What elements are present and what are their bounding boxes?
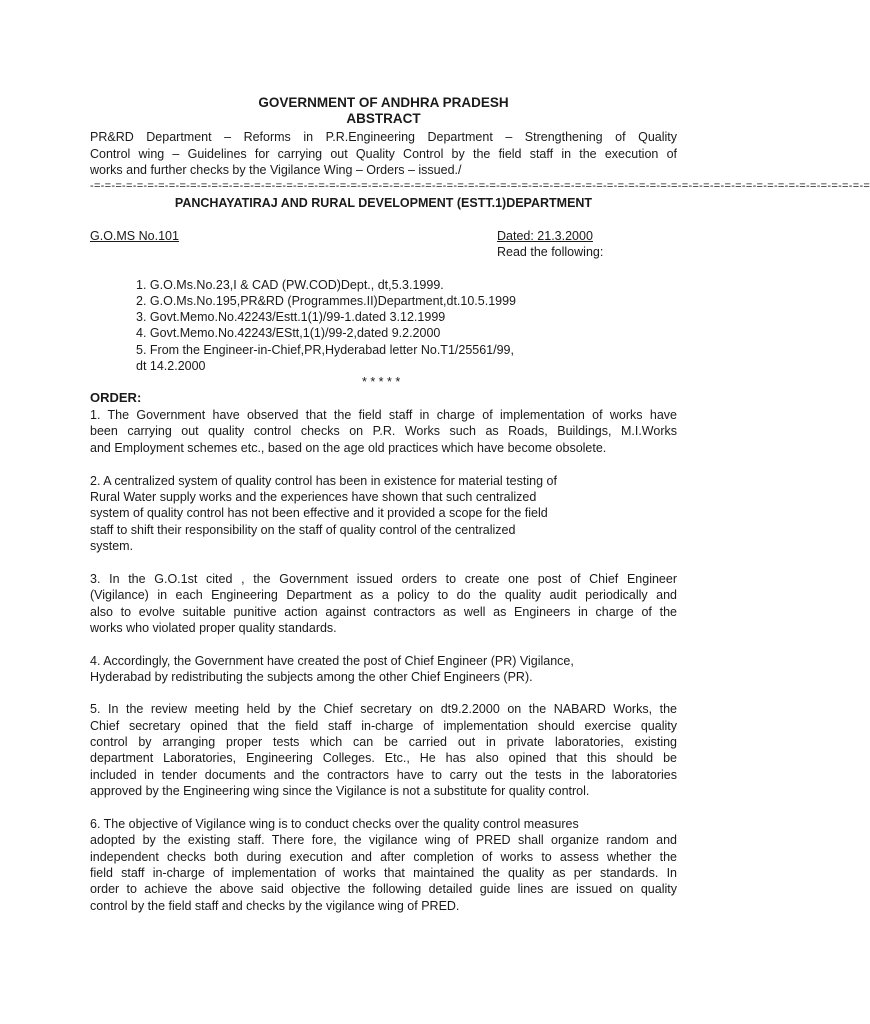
paragraph-line: also to evolve suitable punitive action against contractors as well as Engineers in charge of the	[90, 605, 677, 619]
paragraph-line: Chief secretary opined that the field staff in-charge of implementation should exercise quality	[90, 719, 677, 733]
order-date: Dated: 21.3.2000	[497, 229, 593, 243]
government-title: GOVERNMENT OF ANDHRA PRADESH	[258, 95, 509, 110]
order-heading: ORDER:	[90, 390, 142, 405]
paragraph-line: system of quality control has not been effective and it provided a scope for the field	[90, 506, 548, 520]
separator-stars: * * * * *	[362, 375, 401, 389]
reference-item: dt 14.2.2000	[136, 359, 206, 373]
paragraph-line: included in tender documents and the contractors have to carry out the tests in the laboratories	[90, 768, 677, 782]
paragraph-line: department Laboratories, Engineering Colleges. Etc., He has also opined that this should be	[90, 751, 677, 765]
paragraph-line: been carrying out quality control checks on P.R. Works such as Roads, Buildings, M.I.Works	[90, 424, 677, 438]
paragraph-line: order to achieve the above said objective the following detailed guide lines are issued on quality	[90, 882, 677, 896]
paragraph-line: (Vigilance) in each Engineering Department as a policy to do the quality audit periodically and	[90, 588, 677, 602]
paragraph-line: works who violated proper quality standards.	[90, 621, 337, 635]
abstract-heading: ABSTRACT	[346, 111, 421, 126]
paragraph-line: 4. Accordingly, the Government have created the post of Chief Engineer (PR) Vigilance,	[90, 654, 574, 668]
paragraph-line: 2. A centralized system of quality control has been in existence for material testing of	[90, 474, 557, 488]
paragraph-line: approved by the Engineering wing since the Vigilance is not a substitute for quality control.	[90, 784, 590, 798]
paragraph-line: adopted by the existing staff. There fore, the vigilance wing of PRED shall organize random and	[90, 833, 677, 847]
reference-item: 3. Govt.Memo.No.42243/Estt.1(1)/99-1.dated 3.12.1999	[136, 310, 446, 324]
paragraph-line: Hyderabad by redistributing the subjects among the other Chief Engineers (PR).	[90, 670, 533, 684]
paragraph-line: system.	[90, 539, 134, 553]
reference-item: 5. From the Engineer-in-Chief,PR,Hyderabad letter No.T1/25561/99,	[136, 343, 514, 357]
paragraph-line: 1. The Government have observed that the field staff in charge of implementation of works have	[90, 408, 677, 422]
paragraph-line: 3. In the G.O.1st cited , the Government issued orders to create one post of Chief Engineer	[90, 572, 677, 586]
department-heading: PANCHAYATIRAJ AND RURAL DEVELOPMENT (ESTT.1)DEPARTMENT	[174, 196, 593, 210]
paragraph-line: 5. In the review meeting held by the Chief secretary on dt9.2.2000 on the NABARD Works, the	[90, 702, 677, 716]
paragraph-line: staff to shift their responsibility on the staff of quality control of the centralized	[90, 523, 516, 537]
subject-line: Control wing – Guidelines for carrying out Quality Control by the field staff in the execution of	[90, 147, 677, 161]
read-following-label: Read the following:	[497, 245, 604, 259]
reference-item: 4. Govt.Memo.No.42243/EStt,1(1)/99-2,dated 9.2.2000	[136, 326, 441, 340]
goms-number: G.O.MS No.101	[90, 229, 179, 243]
divider-line: -=-=-=-=-=-=-=-=-=-=-=-=-=-=-=-=-=-=-=-=-=-=-=-=-=-=-=-=-=-=-=-=-=-=-=-=-=-=-=-=-=-=-=-=-=-=-=-=-=-=-=-=-=-=-=-=-=-=-=-=-=-=-=-=-=-=-=-=-=-=-=-=-=	[90, 180, 870, 192]
subject-line: works and further checks by the Vigilance Wing – Orders – issued./	[90, 163, 462, 177]
paragraph-line: field staff in-charge of implementation of works that maintained the quality as per standards. In	[90, 866, 677, 880]
paragraph-line: independent checks both during execution and after completion of works to assess whether the	[90, 850, 677, 864]
paragraph-line: control by the field staff and checks by the vigilance wing of PRED.	[90, 899, 460, 913]
subject-line: PR&RD Department – Reforms in P.R.Engineering Department – Strengthening of Quality	[90, 130, 677, 144]
paragraph-line: and Employment schemes etc., based on the age old practices which have become obsolete.	[90, 441, 607, 455]
paragraph-line: Rural Water supply works and the experiences have shown that such centralized	[90, 490, 537, 504]
paragraph-line: control by arranging proper tests which can be carried out in private laboratories, existing	[90, 735, 677, 749]
paragraph-line: 6. The objective of Vigilance wing is to conduct checks over the quality control measures	[90, 817, 579, 831]
reference-item: 1. G.O.Ms.No.23,I & CAD (PW.COD)Dept., dt,5.3.1999.	[136, 278, 444, 292]
reference-item: 2. G.O.Ms.No.195,PR&RD (Programmes.II)Department,dt.10.5.1999	[136, 294, 517, 308]
